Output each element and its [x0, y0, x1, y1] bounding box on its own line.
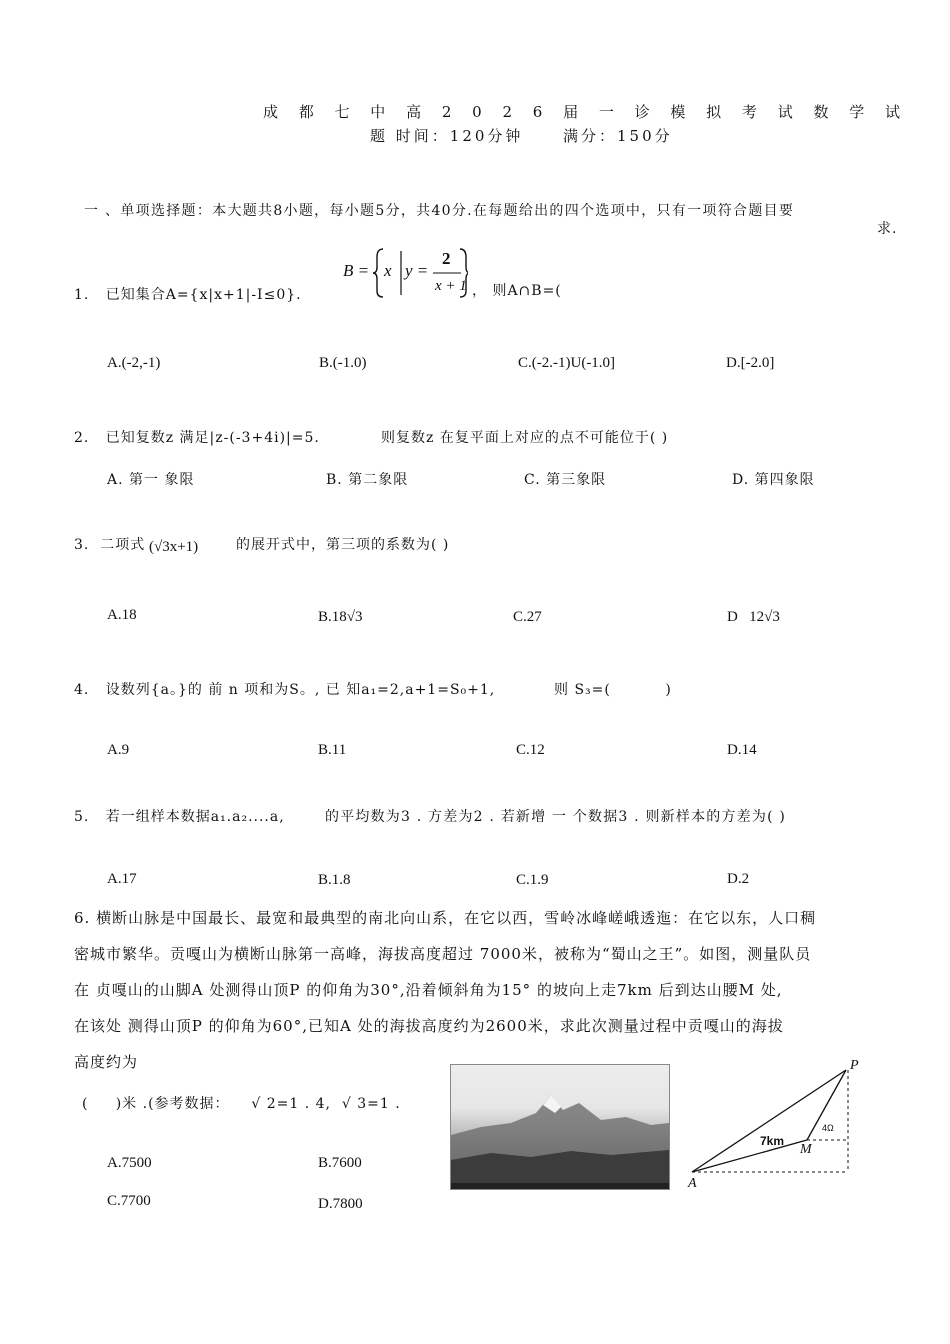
q5-option-a[interactable]: A.17 — [107, 871, 137, 887]
angle-label: 4Ω — [822, 1123, 834, 1133]
q2-text: 已知复数z 满足|z-(-3+4i)|=5. — [105, 430, 320, 446]
q2-option-c[interactable]: C. 第三象限 — [524, 472, 607, 488]
q1-option-b[interactable]: B.(-1.0) — [319, 355, 367, 371]
q4-option-a[interactable]: A.9 — [107, 742, 130, 758]
formula-x: x — [384, 261, 392, 280]
point-a-label: A — [688, 1176, 697, 1191]
exam-title: 成 都 七 中 高 2 0 2 6 届 一 诊 模 拟 考 试 数 学 试 — [263, 103, 909, 121]
q1-number: 1. — [74, 287, 90, 303]
section-instructions-end: 求. — [877, 221, 898, 237]
q2-option-a[interactable]: A. 第一 象限 — [107, 472, 195, 488]
q1-option-d[interactable]: D.[-2.0] — [726, 355, 775, 371]
exam-time: 时间：120分钟 — [395, 127, 524, 145]
q6-line-4: 在该处 测得山顶P 的仰角为60°,已知A 处的海拔高度约为2600米，求此次测量过程中贡嘎山的海拔 — [74, 1017, 784, 1035]
formula-b: B = — [343, 261, 370, 280]
q6-line-1: 6. 横断山脉是中国最长、最宽和最典型的南北向山系，在它以西，雪岭冰峰嵯峨透迤：在它以东，人口稠 — [74, 909, 817, 927]
q4-text: 设数列{a。}的 前 n 项和为S。, 已 知a₁=2,a+1=S₀+1, — [105, 682, 496, 698]
title-continuation: 题 — [370, 127, 389, 145]
mountain-photo — [450, 1064, 670, 1190]
formula-denominator: x + 1 — [435, 278, 467, 294]
q4-option-c[interactable]: C.12 — [516, 742, 545, 758]
q3-option-d[interactable]: D 12√3 — [727, 609, 780, 625]
q4-text-cont: 则 S₃=( ) — [554, 682, 672, 698]
q5-option-d[interactable]: D.2 — [727, 871, 750, 887]
q5-option-b[interactable]: B.1.8 — [318, 872, 351, 888]
exam-score: 满分：150分 — [563, 127, 673, 145]
q1-stem — [74, 284, 302, 304]
q6-option-c[interactable]: C.7700 — [107, 1193, 151, 1209]
q1-option-c[interactable]: C.(-2.-1)U(-1.0] — [518, 355, 616, 371]
q1-set-b-formula — [343, 245, 468, 301]
q2-stem — [74, 427, 320, 447]
q5-text-cont: 的平均数为3 . 方差为2 . 若新增 一 个数据3 . 则新样本的方差为( ) — [325, 809, 787, 825]
survey-diagram — [684, 1058, 866, 1194]
q4-number: 4. — [74, 682, 90, 698]
formula-y: y = — [405, 261, 429, 280]
q6-line-3: 在 贞嘎山的山脚A 处测得山顶P 的仰角为30°,沿着倾斜角为15° 的坡向上走7km 后到达山腰M 处, — [74, 981, 783, 999]
point-p-label: P — [850, 1058, 859, 1073]
q3-number: 3. — [74, 537, 90, 553]
exam-subtitle — [370, 125, 673, 146]
q1-option-a[interactable]: A.(-2,-1) — [107, 355, 161, 371]
q5-number: 5. — [74, 809, 90, 825]
q6-reference-data: ( )米 .(参考数据： √ 2=1 . 4, √ 3=1 . — [82, 1096, 401, 1112]
q1-tail: ， 则A∩B=( — [472, 283, 562, 299]
q5-option-c[interactable]: C.1.9 — [516, 872, 549, 888]
q3-text-cont: 的展开式中，第三项的系数为( ) — [236, 537, 450, 553]
q2-option-b[interactable]: B. 第二象限 — [326, 472, 409, 488]
mountain-silhouette — [451, 1065, 669, 1189]
q3-option-b[interactable]: B.18√3 — [318, 609, 363, 625]
distance-label: 7km — [760, 1134, 785, 1148]
point-m-label: M — [800, 1142, 812, 1157]
section-instructions: 一 、单项选择题：本大题共8小题，每小题5分，共40分.在每题给出的四个选项中，只有一项符合题目要 — [84, 203, 795, 219]
q6-option-d[interactable]: D.7800 — [318, 1196, 363, 1212]
q4-option-d[interactable]: D.14 — [727, 742, 757, 758]
q6-line-5: 高度约为 — [74, 1053, 139, 1071]
q1-text: 已知集合A={x|x+1|-I≤0}. — [105, 287, 302, 303]
q3-text: 二项式 — [100, 537, 146, 553]
triangle-figure — [684, 1058, 866, 1194]
q6-option-a[interactable]: A.7500 — [107, 1155, 152, 1171]
q2-text-cont: 则复数z 在复平面上对应的点不可能位于( ) — [381, 430, 669, 446]
q2-option-d[interactable]: D. 第四象限 — [732, 472, 815, 488]
q6-line-2: 密城市繁华。贡嘎山为横断山脉第一高峰，海拔高度超过 7000米，被称为“蜀山之王”。如图，测量队员 — [74, 945, 812, 963]
q4-stem — [74, 679, 495, 699]
q5-text: 若一组样本数据a₁.a₂....a, — [105, 809, 285, 825]
q3-stem — [74, 534, 145, 554]
q3-option-c[interactable]: C.27 — [513, 609, 542, 625]
q5-stem — [74, 806, 285, 826]
q6-option-b[interactable]: B.7600 — [318, 1155, 362, 1171]
q3-expression: (√3x+1) — [149, 539, 199, 555]
q2-number: 2. — [74, 430, 90, 446]
formula-numerator: 2 — [442, 249, 451, 268]
q3-option-a[interactable]: A.18 — [107, 607, 137, 623]
q4-option-b[interactable]: B.11 — [318, 742, 347, 758]
